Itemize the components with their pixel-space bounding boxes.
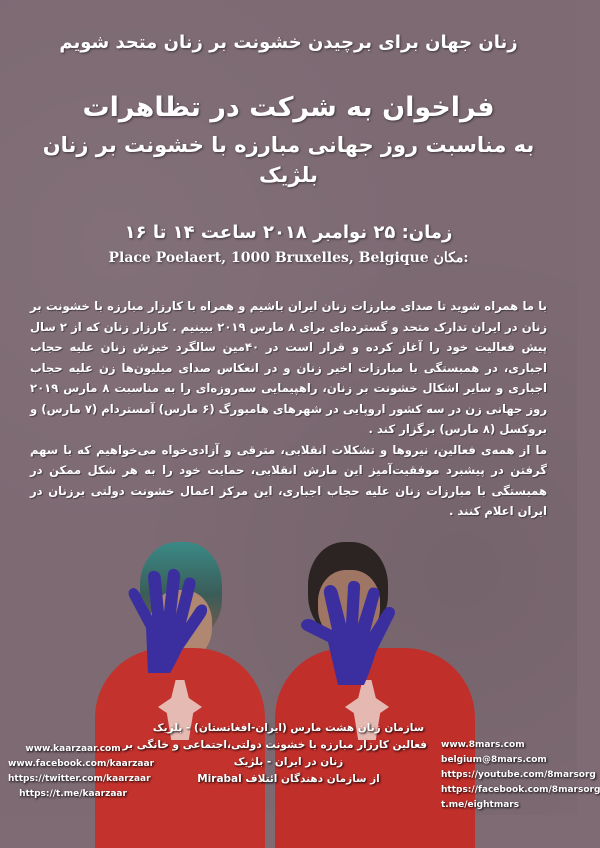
organizer-line: سازمان زنان هشت مارس (ایران-افغانستان) - بلژیک [152, 722, 425, 734]
organizer-line: از سازمان دهندگان ائتلاف Mirabal [197, 773, 380, 785]
contact-link[interactable]: t.me/eightmars [441, 800, 520, 810]
contact-email[interactable]: belgium@8mars.com [441, 755, 547, 765]
contact-link[interactable]: www.8mars.com [441, 740, 525, 750]
body-text [30, 296, 547, 522]
contacts-right [441, 738, 600, 813]
body-paragraph-1: با ما همراه شوید تا صدای مبارزات زنان ایران باشیم و همراه با کارزار مبارزه با خشونت بر زنان در ایران تدارک متحد و گسترده‌ای برای ۸ مارس ۲۰۱۹ ببینیم . کارزار زنان که از ۲ سال پیش فعالیت خود را آغاز کرده و قرار است در ۴۰مین سالگرد خیزش زنان علیه حجاب اجباری، در همبستگی با مبارزات اخیر زنان و در انعکاس صدای میلیون‌ها زن علیه حجاب اجباری و سایر اشکال خشونت بر زنان، راهپیمایی سه‌روزه‌ای را به مناسبت ۸ مارس ۲۰۱۹ روز جهانی زن در سه کشور اروپایی در شهرهای هامبورگ (۶ مارس) آمستردام (۷ مارس) و بروکسل (۸ مارس) برگزار کند . [30, 299, 548, 436]
sub-title [10, 130, 567, 190]
contact-link[interactable]: www.kaarzaar.com [25, 744, 121, 754]
event-place [10, 250, 567, 266]
main-title: فراخوان به شرکت در تظاهرات [82, 92, 495, 123]
painted-hand-right-icon [298, 580, 398, 690]
contact-link[interactable]: www.facebook.com/kaarzaar [8, 759, 155, 769]
sub-title-line: به مناسبت روز جهانی مبارزه با خشونت بر زنان [42, 133, 535, 157]
contacts-left [8, 742, 155, 802]
event-place-value: Place Poelaert, 1000 Bruxelles, Belgique [108, 250, 429, 266]
painted-hand-left-icon [118, 568, 208, 678]
organizer-line: فعالین کارزار مبارزه با خشونت دولتی،اجتماعی و خانگی بر [122, 739, 427, 751]
contact-link[interactable]: https://twitter.com/kaarzaar [8, 774, 151, 784]
event-place-label: :مکان [433, 250, 469, 266]
top-title: زنان جهان برای برچیدن خشونت بر زنان متحد شویم [59, 32, 518, 53]
body-paragraph-2: ما از همه‌ی فعالین، نیروها و تشکلات انقلابی، مترقی و آزادی‌خواه می‌خواهیم که با سهم گرفتن در پیشبرد موفقیت‌آمیز این مارش انقلابی، حمایت خود را به هر شکل ممکن در همبستگی با مبارزات زنان علیه حجاب اجباری، این مرکز اعمال خشونت دولتی برزنان در ایران اعلام کنند . [30, 442, 547, 518]
contact-link[interactable]: https://youtube.com/8marsorg [441, 770, 596, 780]
contact-link[interactable]: https://t.me/kaarzaar [19, 789, 127, 799]
organizers-block [122, 720, 427, 788]
contact-link[interactable]: https://facebook.com/8marsorg [441, 785, 600, 795]
organizer-line: زنان در ایران - بلژیک [233, 756, 344, 768]
event-time: زمان: ۲۵ نوامبر ۲۰۱۸ ساعت ۱۴ تا ۱۶ [124, 222, 453, 243]
sub-title-location: بلژیک [259, 163, 318, 187]
